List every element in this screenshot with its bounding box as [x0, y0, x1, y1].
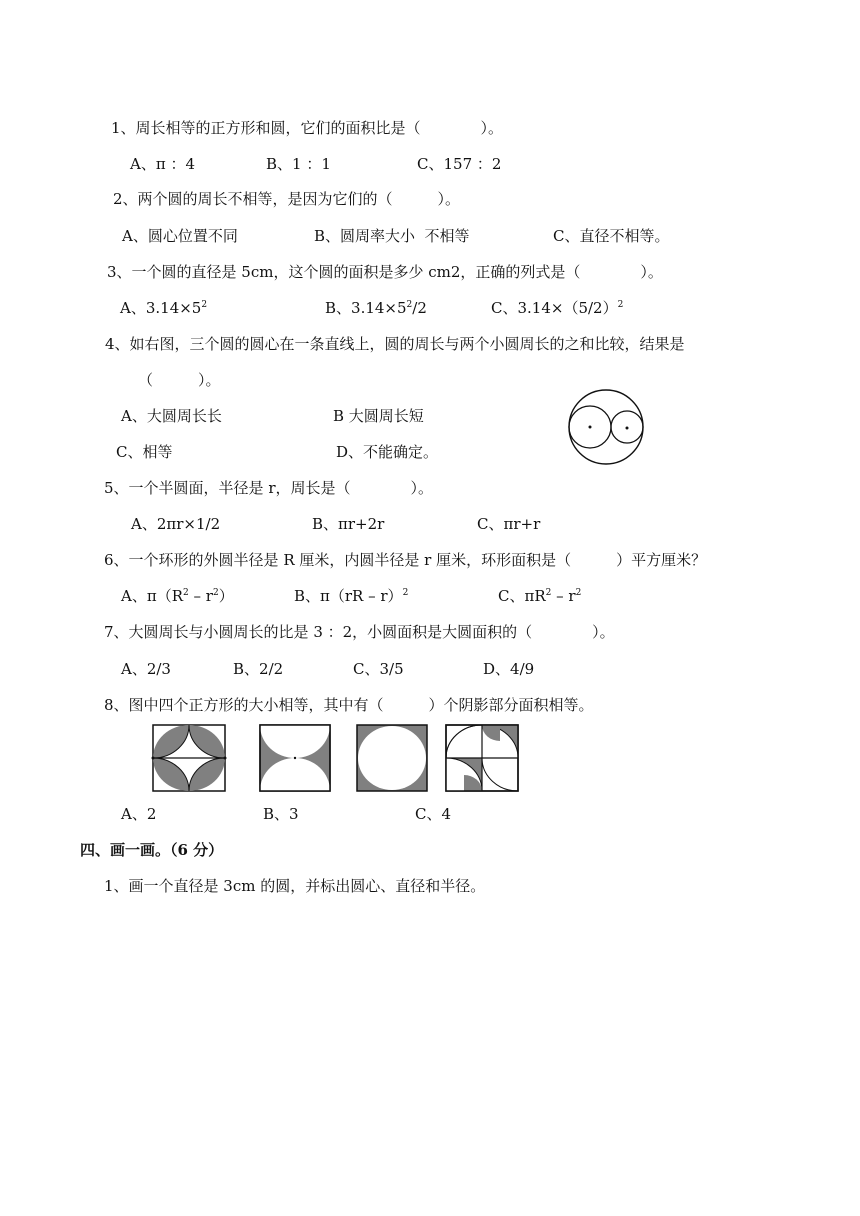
three-circles-figure: [562, 387, 648, 469]
q7-option-d: D、4/9: [483, 660, 535, 678]
q7-option-c: C、3/5: [353, 660, 404, 678]
shaded-square-figure-2: [258, 723, 332, 793]
q2-stem: 2、两个圆的周长不相等，是因为它们的（ ）。: [113, 190, 461, 208]
q2-option-a: A、圆心位置不同: [122, 227, 238, 245]
shaded-square-figure-1: [151, 723, 227, 793]
q5-option-b: B、πr+2r: [312, 515, 385, 533]
q1-stem: 1、周长相等的正方形和圆，它们的面积比是（ ）。: [111, 119, 504, 137]
q7-option-a: A、2/3: [121, 660, 171, 678]
q6-stem: 6、一个环形的外圆半径是 R 厘米，内圆半径是 r 厘米，环形面积是（ ）平方厘米？: [104, 551, 707, 569]
q8-option-a: A、2: [121, 805, 157, 823]
section-4-q1: 1、画一个直径是 3cm 的圆，并标出圆心、直径和半径。: [104, 877, 486, 895]
q3-option-a: A、$3.14\times 5^2$: [120, 299, 208, 317]
q3-stem: 3、一个圆的直径是 5cm，这个圆的面积是多少 cm2，正确的列式是（ ）。: [107, 263, 663, 281]
q4-stem-cont: （ ）。: [138, 371, 221, 389]
q2-option-b: B、圆周率大小 不相等: [314, 227, 470, 245]
q4-stem: 4、如右图，三个圆的圆心在一条直线上，圆的周长与两个小圆周长的之和比较，结果是: [105, 335, 685, 353]
section-4-title: 四、画一画。（6 分）: [80, 841, 224, 859]
q7-stem: 7、大圆周长与小圆周长的比是 3 ：2，小圆面积是大圆面积的（ ）。: [104, 623, 615, 641]
q8-option-b: B、3: [263, 805, 299, 823]
q4-option-b: B 大圆周长短: [333, 407, 424, 425]
q6-option-c: C、$\pi R^2 - r^2$: [498, 587, 582, 605]
shaded-square-figure-3: [355, 723, 429, 793]
shaded-square-figure-4: [444, 723, 520, 793]
q5-stem: 5、一个半圆面，半径是 r，周长是（ ）。: [104, 479, 433, 497]
q5-option-c: C、πr+r: [477, 515, 541, 533]
q8-option-c: C、4: [415, 805, 452, 823]
q6-option-a: A、$\pi(R^2 - r^2)$: [121, 587, 234, 605]
q3-option-b: B、$3.14\times 5^2/2$: [325, 299, 427, 317]
q8-stem: 8、图中四个正方形的大小相等，其中有（ ）个阴影部分面积相等。: [104, 696, 594, 714]
q1-option-a: A、π ：4: [130, 155, 196, 173]
q2-option-c: C、直径不相等。: [553, 227, 670, 245]
q7-option-b: B、2/2: [233, 660, 284, 678]
q5-option-a: A、2πr×1/2: [131, 515, 221, 533]
q3-option-c: C、$3.14\times(5/2)^2$: [491, 299, 624, 317]
q6-option-b: B、π（rR – r）$^2$: [294, 587, 409, 605]
q4-option-d: D、不能确定。: [336, 443, 439, 461]
q1-option-b: B、1 ：1: [266, 155, 331, 173]
q1-option-c: C、157 ：2: [417, 155, 502, 173]
q4-option-c: C、相等: [116, 443, 173, 461]
q4-option-a: A、大圆周长长: [121, 407, 222, 425]
